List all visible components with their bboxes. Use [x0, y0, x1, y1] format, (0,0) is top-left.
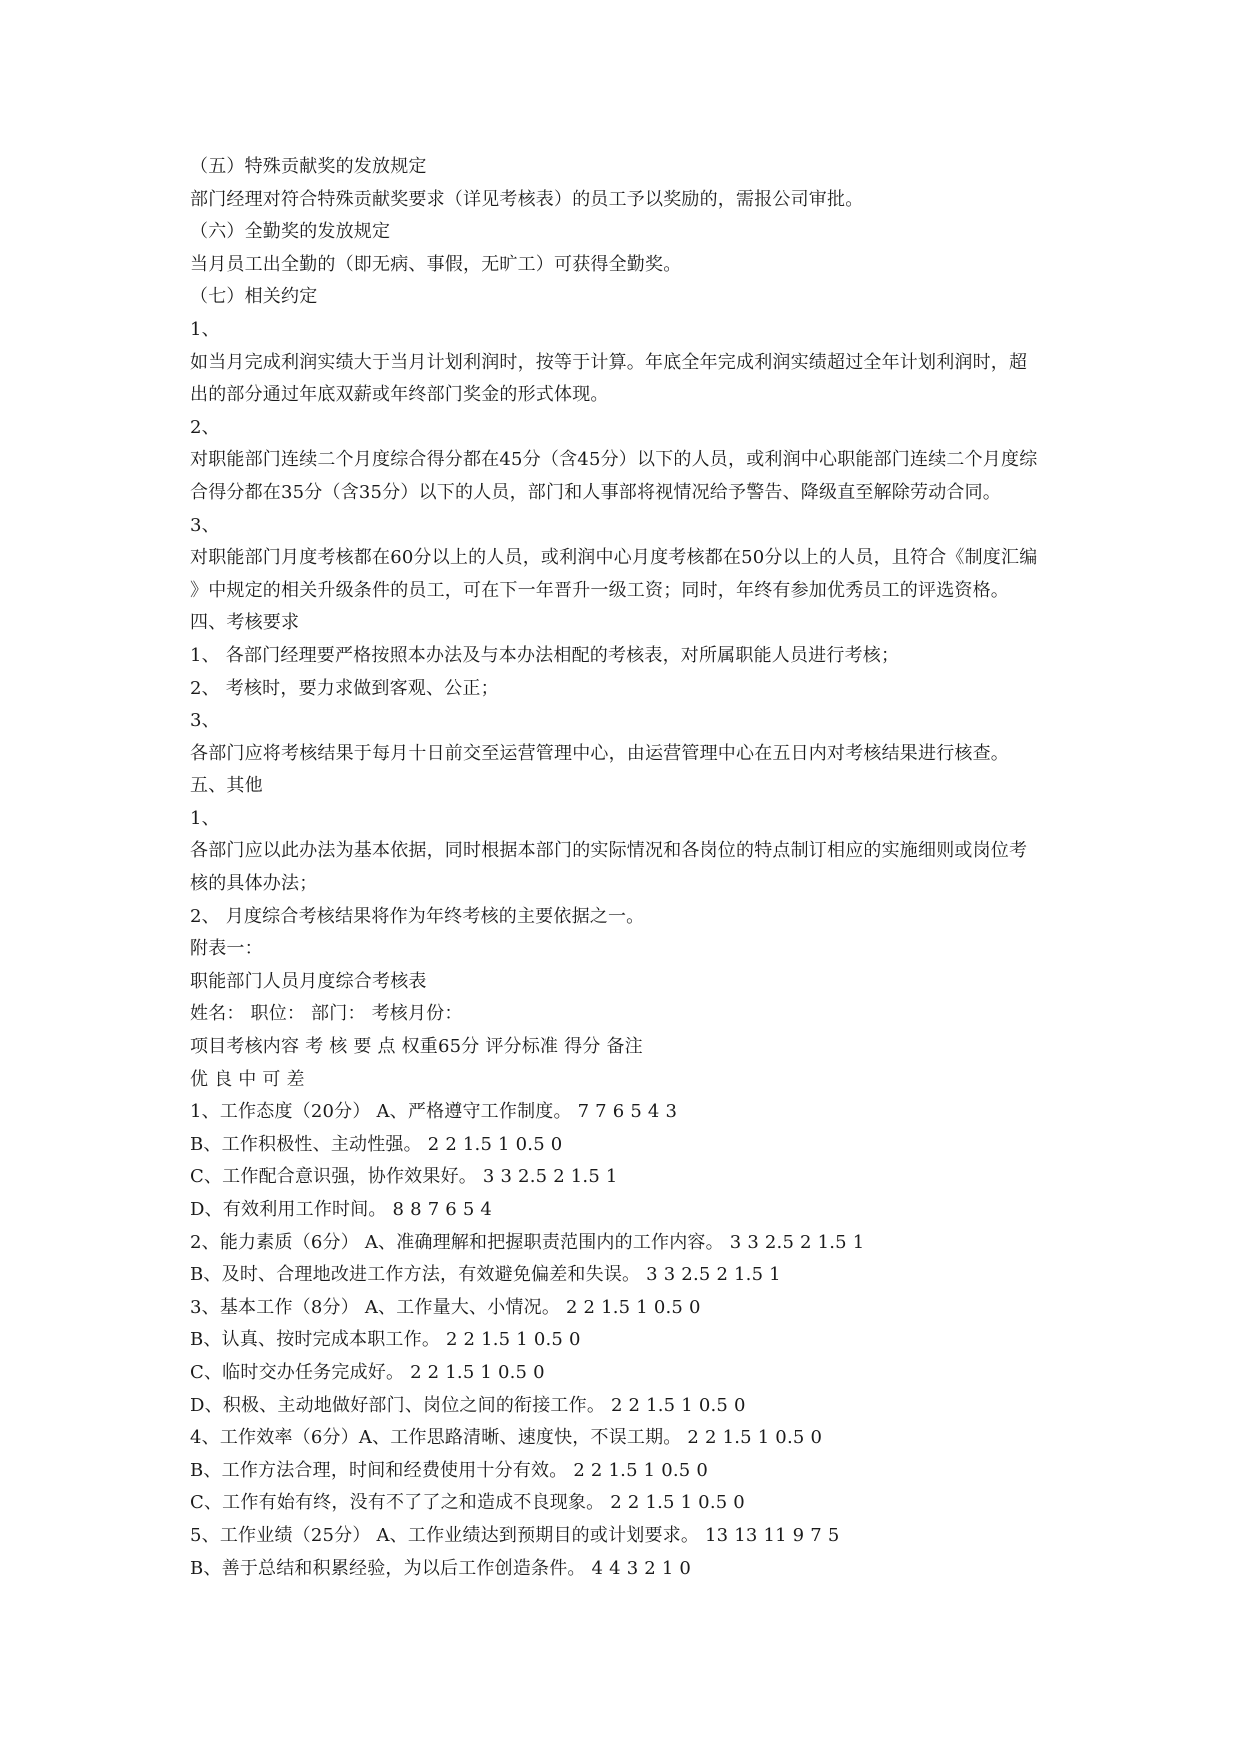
document-line: 姓名： 职位： 部门： 考核月份：	[190, 1003, 463, 1025]
document-line: 3、基本工作（8分） A、工作量大、小情况。 2 2 1.5 1 0.5 0	[190, 1296, 701, 1318]
document-line: （五）特殊贡献奖的发放规定	[190, 156, 427, 177]
document-line: 当月员工出全勤的（即无病、事假，无旷工）可获得全勤奖。	[190, 253, 682, 275]
document-line: 1、	[190, 807, 220, 829]
document-line: 1、 各部门经理要严格按照本办法及与本办法相配的考核表，对所属职能人员进行考核；	[190, 644, 900, 666]
document-line: 对职能部门月度考核都在60分以上的人员，或利润中心月度考核都在50分以上的人员，且符合《制度汇编	[190, 547, 1038, 569]
document-line: C、临时交办任务完成好。 2 2 1.5 1 0.5 0	[190, 1361, 545, 1383]
document-line: 1、工作态度（20分） A、严格遵守工作制度。 7 7 6 5 4 3	[190, 1101, 678, 1123]
document-line: 职能部门人员月度综合考核表	[190, 970, 427, 992]
document-line: 2、 考核时，要力求做到客观、公正；	[190, 677, 499, 699]
document-line: 4、工作效率（6分）A、工作思路清晰、速度快，不误工期。 2 2 1.5 1 0.5 0	[190, 1427, 823, 1449]
document-line: 》中规定的相关升级条件的员工，可在下一年晋升一级工资；同时，年终有参加优秀员工的评选资格。	[190, 579, 1009, 601]
document-line: （六）全勤奖的发放规定	[190, 221, 391, 243]
document-line: 2、 月度综合考核结果将作为年终考核的主要依据之一。	[190, 905, 645, 927]
document-line: B、认真、按时完成本职工作。 2 2 1.5 1 0.5 0	[190, 1329, 581, 1351]
document-line: 各部门应以此办法为基本依据，同时根据本部门的实际情况和各岗位的特点制订相应的实施细则或岗位考	[190, 840, 1028, 862]
document-line: 3、	[190, 710, 220, 732]
document-line: B、工作方法合理，时间和经费使用十分有效。 2 2 1.5 1 0.5 0	[190, 1459, 709, 1481]
document-line: （七）相关约定	[190, 286, 318, 308]
document-line: 1、	[190, 318, 220, 340]
document-line: B、及时、合理地改进工作方法，有效避免偏差和失误。 3 3 2.5 2 1.5 1	[190, 1264, 781, 1286]
document-line: 各部门应将考核结果于每月十日前交至运营管理中心，由运营管理中心在五日内对考核结果进行核查。	[190, 742, 1009, 764]
document-line: 出的部分通过年底双薪或年终部门奖金的形式体现。	[190, 384, 609, 406]
document-line: D、积极、主动地做好部门、岗位之间的衔接工作。 2 2 1.5 1 0.5 0	[190, 1394, 746, 1416]
document-body	[190, 151, 1060, 1585]
document-line: 核的具体办法；	[190, 873, 318, 895]
document-line: 五、其他	[190, 775, 263, 797]
document-line: 附表一：	[190, 938, 263, 960]
document-line: 四、考核要求	[190, 612, 300, 634]
document-line: B、工作积极性、主动性强。 2 2 1.5 1 0.5 0	[190, 1133, 563, 1155]
document-line: 合得分都在35分（含35分）以下的人员，部门和人事部将视情况给予警告、降级直至解除劳动合同。	[190, 481, 1002, 503]
document-line: 2、能力素质（6分） A、准确理解和把握职责范围内的工作内容。 3 3 2.5 2 1.5 1	[190, 1231, 865, 1253]
document-line: C、工作有始有终，没有不了了之和造成不良现象。 2 2 1.5 1 0.5 0	[190, 1492, 745, 1514]
document-line: 3、	[190, 514, 220, 536]
document-line: 如当月完成利润实绩大于当月计划利润时，按等于计算。年底全年完成利润实绩超过全年计划利润时，超	[190, 351, 1028, 373]
document-line: C、工作配合意识强，协作效果好。 3 3 2.5 2 1.5 1	[190, 1166, 618, 1188]
document-line: 5、工作业绩（25分） A、工作业绩达到预期目的或计划要求。 13 13 11 9 7 5	[190, 1524, 840, 1546]
document-line: 优 良 中 可 差	[190, 1068, 305, 1090]
document-line: 部门经理对符合特殊贡献奖要求（详见考核表）的员工予以奖励的，需报公司审批。	[190, 188, 864, 210]
document-line: 项目考核内容 考 核 要 点 权重65分 评分标准 得分 备注	[190, 1036, 643, 1058]
document-line: 2、	[190, 416, 220, 438]
document-line: D、有效利用工作时间。 8 8 7 6 5 4	[190, 1199, 493, 1220]
document-line: 对职能部门连续二个月度综合得分都在45分（含45分）以下的人员，或利润中心职能部门连续二个月度综	[190, 449, 1038, 471]
document-line: B、善于总结和积累经验，为以后工作创造条件。 4 4 3 2 1 0	[190, 1557, 692, 1579]
